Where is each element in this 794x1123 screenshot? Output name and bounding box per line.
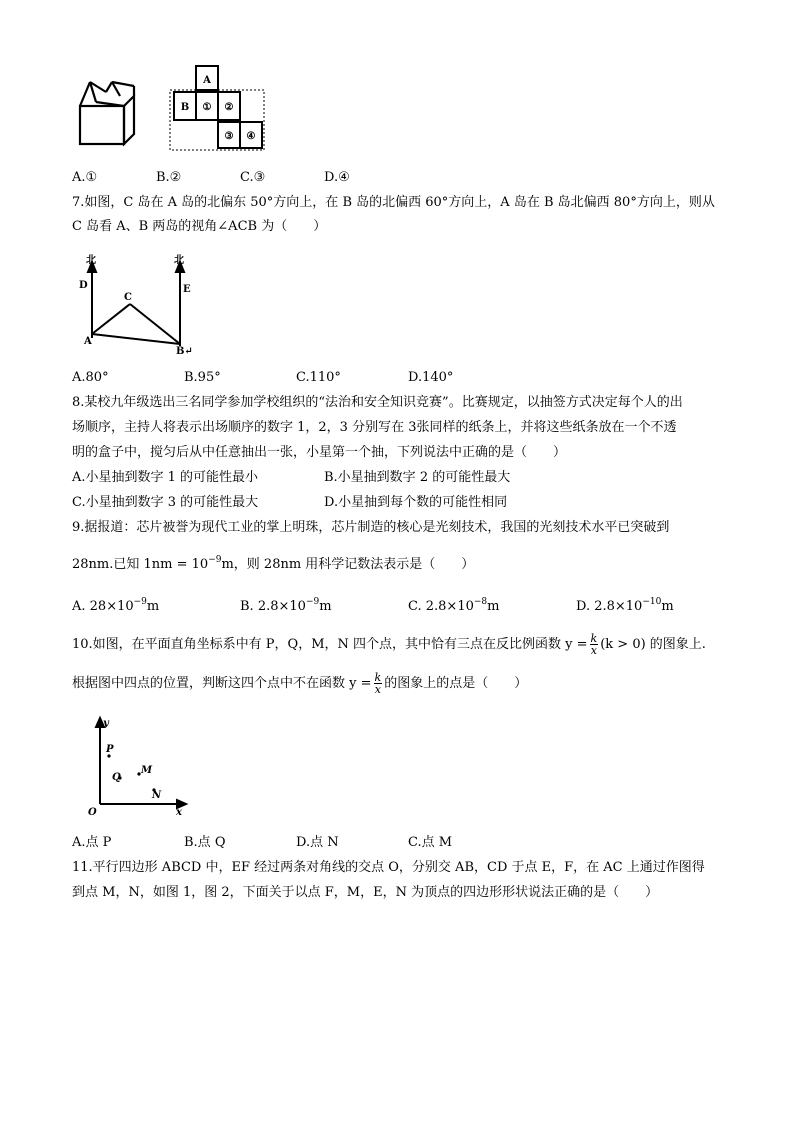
north-label-left: 北: [86, 255, 96, 266]
q8-text-line3: 明的盒子中，搅匀后从中任意抽出一张，小星第一个抽，下列说法中正确的是（ ）: [72, 445, 567, 460]
point-label-a: A: [84, 336, 92, 347]
box-and-net-figure: [72, 62, 282, 162]
axis-label-x: x: [176, 807, 182, 818]
q11-text-line1: 11.平行四边形 ABCD 中，EF 经过两条对角线的交点 O，分别交 AB，CD 于点 E，F，在 AC 上通过作图得: [72, 860, 705, 875]
point-label-m: M: [141, 765, 153, 776]
open-box-drawing: [80, 82, 134, 144]
q10-line1-fraction: [590, 633, 599, 656]
point-label-c: C: [124, 292, 132, 303]
q9-line2-part2: m，则 28nm 用科学记数法表示是（ ）: [221, 557, 475, 572]
q10-text-line1: [72, 633, 706, 657]
q9-option-c-base: C. 2.8×10: [408, 599, 474, 614]
q10-line1-frac-den: x: [590, 644, 597, 657]
north-label-right: 北: [174, 255, 184, 266]
q9-option-c: [408, 593, 499, 616]
q9-text-line1: 9.据报道：芯片被誉为现代工业的掌上明珠，芯片制造的核心是光刻技术，我国的光刻技术水平已突破到: [72, 520, 670, 535]
q9-option-b-exp: −9: [305, 597, 320, 607]
point-label-e: E: [183, 284, 191, 295]
net-label-2: ②: [224, 102, 234, 113]
point-label-p: P: [106, 744, 114, 755]
q8-text-line2: 场顺序，主持人将表示出场顺序的数字 1，2，3 分别写在 3张同样的纸条上，并将这些纸条放在一个不透: [72, 420, 677, 435]
q8-option-d: D.小星抽到每个数的可能性相同: [324, 495, 508, 510]
q8-text-line1: 8.某校九年级选出三名同学参加学校组织的“法治和安全知识竞赛”。比赛规定，以抽签方式决定每个人的出: [72, 395, 683, 410]
q10-line2-part1: 根据图中四点的位置，判断这四个点中不在函数 y =: [72, 676, 372, 691]
q10-line2-fraction: [374, 672, 383, 695]
q10-option-c: C.点 M: [408, 835, 453, 850]
q9-option-a: [72, 593, 159, 616]
q9-option-c-unit: m: [487, 599, 500, 614]
net-label-a: A: [203, 75, 211, 86]
q10-line2-frac-den: x: [374, 683, 381, 696]
axis-label-y: y: [103, 718, 109, 729]
q9-option-c-exp: −8: [473, 597, 488, 607]
q9-option-a-base: A. 28×10: [72, 599, 134, 614]
q9-option-a-unit: m: [146, 599, 160, 614]
point-label-d: D: [79, 280, 88, 291]
q9-option-b: [240, 593, 332, 616]
q9-option-d-base: D. 2.8×10: [576, 599, 643, 614]
origin-label: O: [88, 807, 97, 818]
q10-option-a: A.点 P: [72, 835, 112, 850]
q7-option-d: D.140°: [408, 370, 454, 385]
q10-line1-part1: 10.如图，在平面直角坐标系中有 P，Q，M，N 四个点，其中恰有三点在反比例函数 y =: [72, 637, 588, 652]
q8-option-a: A.小星抽到数字 1 的可能性最小: [72, 470, 259, 485]
point-label-b: B↵: [176, 346, 193, 356]
q6-option-d: D.④: [324, 170, 350, 185]
q9-line2-exponent: −9: [208, 555, 222, 565]
q7-text-line1: 7.如图，C 岛在 A 岛的北偏东 50°方向上，在 B 岛的北偏西 60°方向上，A 岛在 B 岛北偏西 80°方向上，则从: [72, 195, 715, 210]
net-label-b: B: [180, 102, 190, 113]
q7-option-c: C.110°: [296, 370, 341, 385]
q9-line2-part1: 28nm.已知 1nm = 10: [72, 557, 209, 572]
islands-figure: [72, 254, 212, 356]
q7-option-a: A.80°: [72, 370, 109, 385]
q10-line2-part2: 的图象上的点是（ ）: [384, 676, 528, 691]
q9-option-b-unit: m: [319, 599, 332, 614]
point-label-q: Q: [112, 772, 121, 783]
q8-option-c: C.小星抽到数字 3 的可能性最大: [72, 495, 259, 510]
point-label-n: N: [152, 790, 162, 801]
q10-line2-frac-num: k: [374, 671, 382, 684]
q9-option-d: [576, 593, 674, 616]
q9-option-d-exp: −10: [642, 597, 662, 607]
q8-option-b: B.小星抽到数字 2 的可能性最大: [324, 470, 511, 485]
q9-option-a-exp: −9: [133, 597, 147, 607]
q9-text-line2: [72, 551, 474, 574]
q6-option-b: B.②: [156, 170, 182, 185]
q10-option-d: D.点 N: [296, 835, 339, 850]
q10-option-b: B.点 Q: [184, 835, 226, 850]
q10-line1-frac-num: k: [590, 632, 598, 645]
q9-option-d-unit: m: [661, 599, 674, 614]
q9-option-b-base: B. 2.8×10: [240, 599, 306, 614]
q6-option-a: A.①: [72, 170, 98, 185]
net-label-1: ①: [202, 102, 212, 113]
net-label-4: ④: [246, 131, 256, 142]
net-label-3: ③: [224, 131, 234, 142]
q7-option-b: B.95°: [184, 370, 221, 385]
coordinate-plane-figure: [82, 714, 192, 818]
q6-option-c: C.③: [240, 170, 266, 185]
q11-text-line2: 到点 M，N，如图 1，图 2，下面关于以点 F，M，E，N 为顶点的四边形形状说法正确的是（ ）: [72, 885, 659, 900]
q10-line1-part2: (k > 0) 的图象上.: [600, 637, 706, 652]
q7-text-line2: C 岛看 A、B 两岛的视角∠ACB 为（ ）: [72, 219, 327, 234]
q10-text-line2: [72, 672, 527, 696]
